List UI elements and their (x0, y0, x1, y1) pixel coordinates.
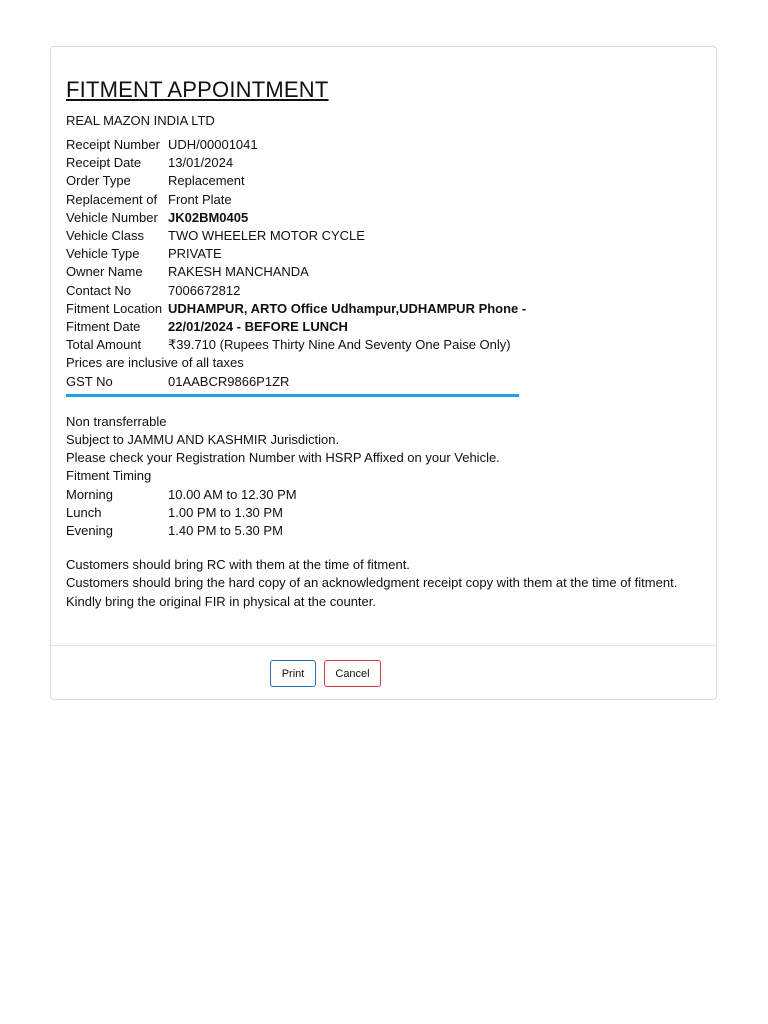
timing-value: 1.00 PM to 1.30 PM (168, 504, 283, 520)
detail-value: ₹39.710 (Rupees Thirty Nine And Seventy One Paise Only) (168, 337, 511, 353)
detail-value: Replacement (168, 173, 245, 189)
print-button[interactable]: Print (270, 660, 316, 687)
receipt-body (66, 77, 706, 611)
detail-row-order-type (66, 172, 706, 190)
detail-row-receipt-date (66, 154, 706, 172)
timing-label: Evening (66, 523, 113, 539)
timing-value: 10.00 AM to 12.30 PM (168, 486, 297, 502)
detail-label: Fitment Date (66, 319, 141, 335)
instruction-line: Kindly bring the original FIR in physical at the counter. (66, 593, 377, 609)
detail-value: PRIVATE (168, 246, 222, 262)
detail-value: TWO WHEELER MOTOR CYCLE (168, 228, 365, 244)
detail-row-contact-no (66, 282, 706, 300)
detail-label: Vehicle Class (66, 228, 145, 244)
detail-label: Total Amount (66, 337, 142, 353)
detail-label: GST No (66, 373, 113, 389)
timing-row-morning (66, 486, 706, 504)
footer-divider (51, 645, 716, 646)
detail-row-owner-name (66, 263, 706, 281)
tax-note: Prices are inclusive of all taxes (66, 355, 244, 371)
divider (66, 394, 519, 397)
detail-label: Replacement of (66, 191, 158, 207)
detail-label: Owner Name (66, 264, 143, 280)
term-line: Subject to JAMMU AND KASHMIR Jurisdiction. (66, 432, 340, 448)
detail-row-vehicle-number (66, 209, 706, 227)
detail-row-fitment-location (66, 300, 706, 318)
detail-value: UDHAMPUR, ARTO Office Udhampur,UDHAMPUR Phone - (168, 300, 527, 316)
cancel-button[interactable]: Cancel (324, 660, 381, 687)
term-line: Fitment Timing (66, 468, 152, 484)
detail-row-replacement-of (66, 191, 706, 209)
timing-label: Morning (66, 486, 113, 502)
detail-label: Vehicle Type (66, 246, 140, 262)
detail-row-receipt-number (66, 136, 706, 154)
company-name: REAL MAZON INDIA LTD (66, 113, 215, 128)
terms-section (66, 413, 706, 540)
detail-value: Front Plate (168, 191, 232, 207)
detail-label: Contact No (66, 282, 132, 298)
detail-row-vehicle-type (66, 245, 706, 263)
detail-row-total-amount (66, 336, 706, 354)
instructions-section (66, 556, 706, 611)
timing-value: 1.40 PM to 5.30 PM (168, 523, 283, 539)
detail-value: 7006672812 (168, 282, 241, 298)
detail-value: 22/01/2024 - BEFORE LUNCH (168, 319, 348, 335)
detail-label: Vehicle Number (66, 209, 158, 225)
detail-value: 01AABCR9866P1ZR (168, 373, 290, 389)
timing-row-lunch (66, 504, 706, 522)
timing-label: Lunch (66, 504, 102, 520)
term-line: Please check your Registration Number with HSRP Affixed on your Vehicle. (66, 450, 500, 466)
page-title: FITMENT APPOINTMENT (66, 77, 329, 102)
instruction-line: Customers should bring the hard copy of an acknowledgment receipt copy with them at the time of fitment. (66, 575, 678, 591)
timing-row-evening (66, 522, 706, 540)
detail-label: Fitment Location (66, 300, 163, 316)
receipt-details (66, 136, 706, 391)
detail-row-gst-no (66, 373, 706, 391)
instruction-line: Customers should bring RC with them at the time of fitment. (66, 557, 410, 573)
fitment-appointment-card (50, 46, 717, 700)
detail-value: UDH/00001041 (168, 137, 258, 152)
detail-label: Receipt Date (66, 155, 142, 171)
detail-value: 13/01/2024 (168, 155, 234, 171)
term-line: Non transferrable (66, 413, 167, 429)
detail-label: Receipt Number (66, 137, 160, 152)
detail-row-fitment-date (66, 318, 706, 336)
detail-value: JK02BM0405 (168, 209, 249, 225)
detail-label: Order Type (66, 173, 131, 189)
detail-value: RAKESH MANCHANDA (168, 264, 309, 280)
detail-row-vehicle-class (66, 227, 706, 245)
